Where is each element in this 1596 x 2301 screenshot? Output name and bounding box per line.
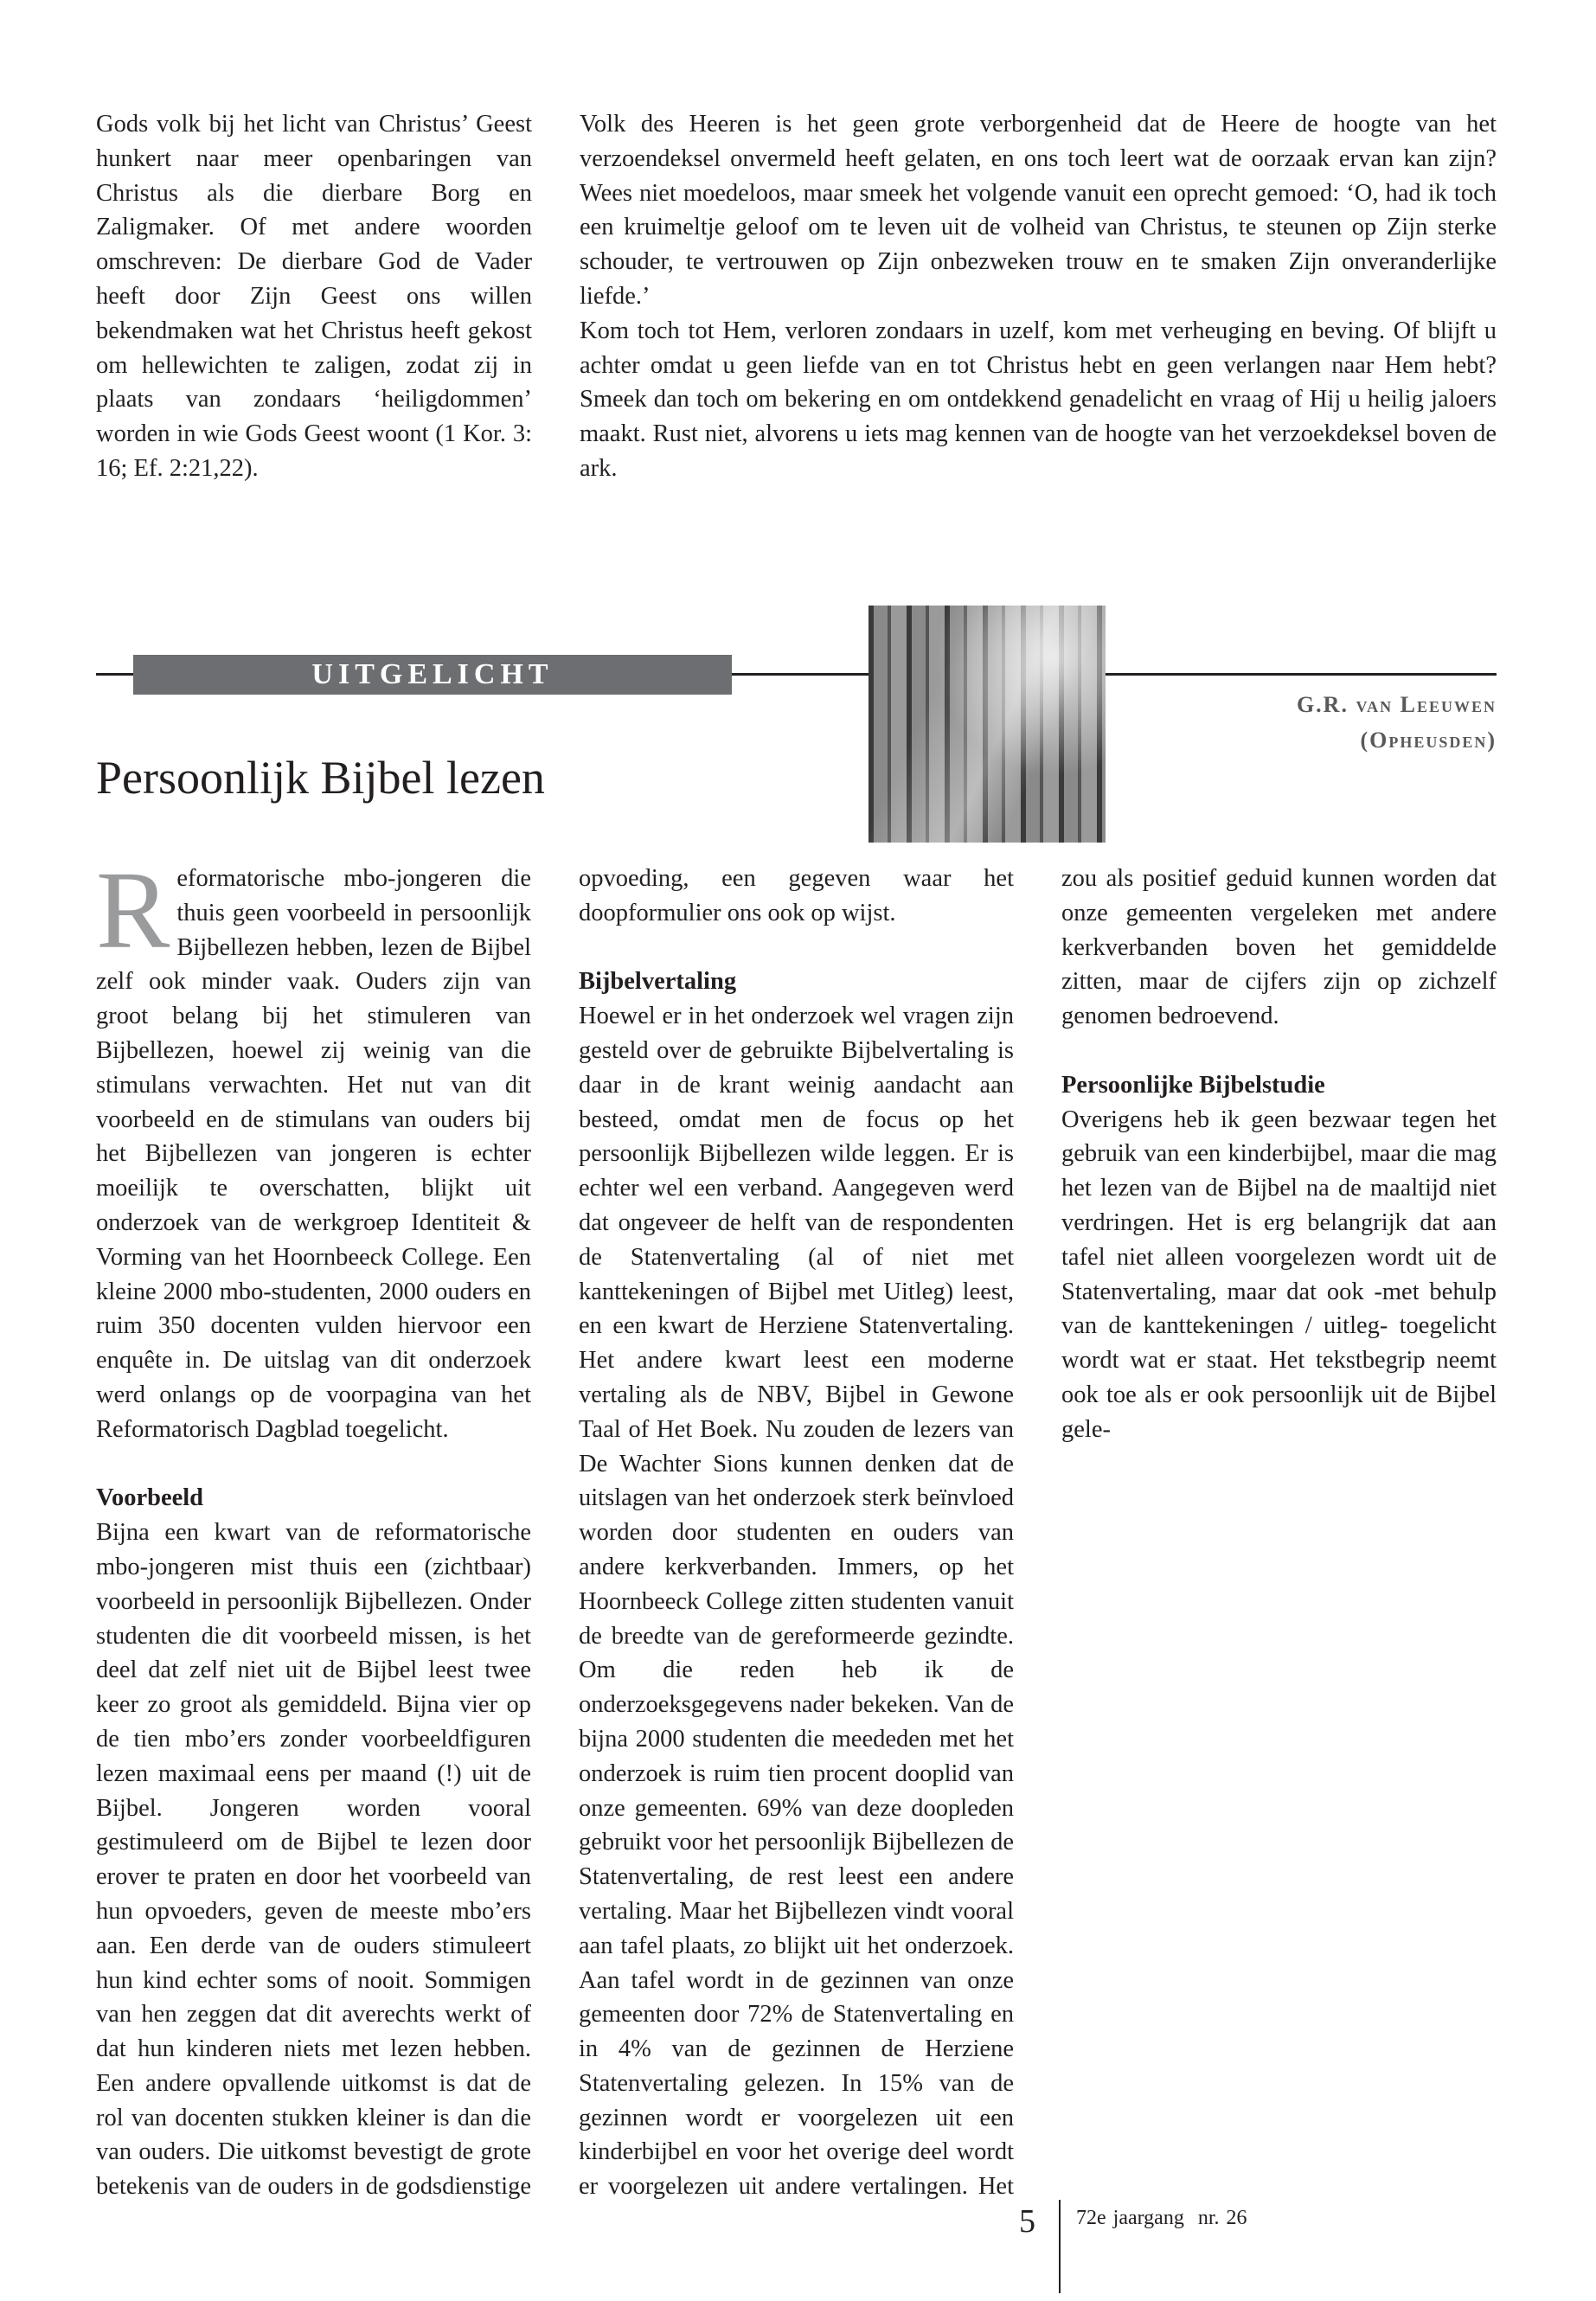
- paragraph: Hoewel er in het onderzoek wel vragen zijn gesteld over de gebruikte Bijbelvertaling is daar in de krant weinig aandacht aan besteed, omdat men de focus op het persoonlijk Bijbellezen wilde leggen. Er is echter wel een verband. Aangegeven werd dat ongeveer de helft van de respondenten de Statenvertaling (al of niet met kanttekeningen of Bijbel met Uitleg) leest, en een kwart de Herziene Statenvertaling. Het andere kwart leest een moderne vertaling als de NBV, Bijbel in Gewone Taal of Het Boek. Nu zouden de lezers van De Wachter Sions kunnen denken dat de uitslagen van het onderzoek sterk beïnvloed worden door studenten en ouders van andere kerkverbanden. Immers, op het Hoornbeeck College zitten studenten vanuit de breedte van de gereformeerde gezindte. Om die reden heb ik de onderzoeksgegevens nader bekeken. Van de bijna 2000 studenten die meededen met het onderzoek is ruim tien procent dooplid van onze gemeenten. 69% van deze doopleden gebruikt voor het persoonlijk Bijbellezen de Statenvertaling, de rest leest een andere vertaling. Maar het Bijbellezen vindt vooral aan tafel plaats, zo blijkt uit het onderzoek. Aan tafel wordt in de gezinnen van onze gemeenten door 72% de Statenvertaling en in 4% van de gezinnen de Herziene Statenvertaling gelezen. In 15% van de gezinnen wordt er voorgelezen uit een kinderbijbel en voor het overige deel wordt er voorgelezen uit andere vertalingen. Het zou als positief geduid kunnen worden dat onze gemeenten vergeleken met andere kerkverbanden boven het gemiddelde zitten, maar de cijfers zijn op zichzelf genomen bedroevend.: [579, 865, 1497, 2201]
- footer-divider: [1059, 2200, 1061, 2293]
- paragraph: Kom toch tot Hem, verloren zondaars in uzelf, kom met verheuging en beving. Of blijft u achter omdat u geen liefde van en tot Christus hebt en geen verlangen naar Hem hebt? Smeek dan toch om bekering en om ontdekkend genadelicht en vraag of Hij u heilig jaloers maakt. Rust niet, alvorens u iets mag kennen van de hoogte van het verzoekdeksel boven de ark.: [580, 317, 1497, 482]
- paragraph: Overigens heb ik geen bezwaar tegen het gebruik van een kinderbijbel, maar die mag het lezen van de Bijbel na de maaltijd niet verdringen. Het is erg belangrijk dat aan tafel niet alleen voorgelezen wordt uit de Statenvertaling, maar dat ook -met behulp van de kanttekeningen / uitleg- toegelicht wordt wat er staat. Het tekstbegrip neemt ook toe als er ook persoonlijk uit de Bijbel gele-: [1061, 1106, 1497, 1443]
- paragraph: Volk des Heeren is het geen grote verborgenheid dat de Heere de hoogte van het verzoendeksel onvermeld heeft gelaten, en ons toch leert wat de oorzaak ervan kan zijn? Wees niet moedeloos, maar smeek het volgende vanuit een oprecht gemoed: ‘O, had ik toch een kruimeltje geloof om te leven uit de volheid van Christus, te steunen op Zijn sterke schouder, te vertrouwen op Zijn onbezweken trouw en te smaken Zijn onveranderlijke liefde.’: [580, 111, 1497, 310]
- author-name: G.R. van Leeuwen: [1296, 692, 1497, 717]
- section-label: UITGELICHT: [133, 655, 732, 695]
- paragraph: Gods volk bij het licht van Christus’ Geest hunkert naar meer openbaringen van Christus als die dierbare Borg en Zaligmaker. Of met andere woorden omschreven: De dierbare God de Vader heeft door Zijn Geest ons willen bekendmaken wat het Christus heeft gekost om hellewichten te zaligen, zodat zij in plaats van zondaars ‘heiligdommen’ worden in wie Gods Geest woont (1 Kor. 3: 16; Ef. 2:21,22).: [96, 111, 532, 482]
- paragraph: Bijna een kwart van de reformatorische mbo-jongeren mist thuis een (zichtbaar) voorbeeld in persoonlijk Bijbellezen. Onder studenten die dit voorbeeld missen, is het deel dat zelf niet uit de Bijbel leest twee keer zo groot als gemiddeld. Bijna vier op de tien mbo’ers zonder voorbeeldfiguren lezen maximaal eens per maand (!) uit de Bijbel. Jongeren worden vooral gestimuleerd om de Bijbel te lezen door erover te praten en door het voorbeeld van hun opvoeders, geven de meeste mbo’ers aan. Een derde van de ouders stimuleert hun kind echter soms of nooit. Sommigen van hen zeggen dat dit averechts werkt of dat hun kinderen niets met lezen hebben. Een andere opvallende uitkomst is dat de rol van docenten stukken kleiner is dan die van ouders. Die uitkomst bevestigt de grote betekenis van de ouders in de godsdienstige opvoeding, een gegeven waar het doopformulier ons ook op wijst.: [96, 865, 1014, 2201]
- article-title: Persoonlijk Bijbel lezen: [96, 752, 545, 804]
- article-body: [96, 849, 1497, 2211]
- author-place: (Opheusden): [1360, 727, 1497, 753]
- issue-info: 72e jaargang nr. 26: [1076, 2207, 1247, 2229]
- intro-text: eformatorische mbo-jongeren die thuis geen voorbeeld in persoonlijk Bijbellezen hebben, lezen de Bijbel zelf ook minder vaak. Ouders zijn van groot belang bij het stimuleren van Bijbellezen, hoewel zij weinig van die stimulans verwachten. Het nut van dit voorbeeld en de stimulans van ouders bij het Bijbellezen van jongeren is echter moeilijk te overschatten, blijkt uit onderzoek van de werkgroep Identiteit & Vorming van het Hoornbeeck College. Een kleine 2000 mbo-studenten, 2000 ouders en ruim 350 docenten vulden hiervoor een enquête in. De uitslag van dit onderzoek werd onlangs op de voorpagina van het Reformatorisch Dagblad toegelicht.: [96, 865, 531, 1443]
- intro-paragraph: [96, 849, 531, 1447]
- section-heading: Bijbelvertaling: [579, 968, 737, 996]
- section-heading: Voorbeeld: [96, 1484, 204, 1512]
- section-heading: Persoonlijke Bijbelstudie: [1061, 1071, 1325, 1099]
- previous-article-right-column: [580, 107, 1497, 486]
- author-byline: [1297, 687, 1497, 758]
- forest-photo: [869, 606, 1106, 843]
- page-number: 5: [1019, 2203, 1035, 2240]
- drop-cap: R: [96, 849, 170, 971]
- previous-article-left-column: [96, 107, 532, 486]
